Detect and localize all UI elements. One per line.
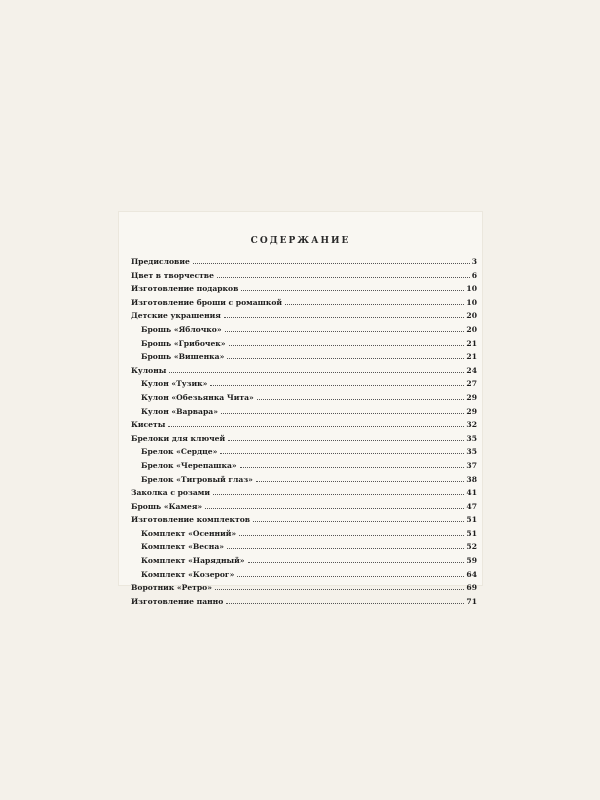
toc-leader-dots bbox=[241, 289, 464, 291]
toc-entry-label: Комплект «Нарядный» bbox=[141, 556, 245, 566]
toc-entry bbox=[131, 420, 477, 434]
toc-leader-dots bbox=[205, 507, 464, 509]
toc-entry-page: 21 bbox=[466, 338, 477, 348]
toc-entry bbox=[131, 556, 477, 570]
toc-entry bbox=[131, 379, 477, 393]
toc-leader-dots bbox=[248, 561, 465, 563]
toc-leader-dots bbox=[215, 588, 464, 590]
toc-leader-dots bbox=[221, 412, 464, 414]
toc-entry bbox=[131, 298, 477, 312]
toc-entry-label: Кулон «Тузик» bbox=[141, 379, 208, 389]
toc-entry-page: 3 bbox=[471, 257, 477, 266]
toc-entry bbox=[131, 542, 477, 556]
toc-leader-dots bbox=[253, 520, 464, 522]
toc-entry-page: 59 bbox=[466, 556, 477, 566]
toc-entry-label: Брелок «Черепашка» bbox=[141, 460, 237, 470]
toc-entry bbox=[131, 434, 477, 448]
toc-entry-page: 29 bbox=[466, 392, 477, 402]
toc-entry-label: Цвет в творчестве bbox=[131, 270, 214, 280]
toc-leader-dots bbox=[193, 262, 470, 264]
toc-entry bbox=[131, 257, 477, 271]
toc-entry-page: 69 bbox=[466, 583, 477, 593]
toc-entry-page: 20 bbox=[466, 324, 477, 334]
toc-entry-page: 37 bbox=[466, 460, 477, 470]
toc-list bbox=[131, 257, 477, 610]
toc-entry-label: Кулон «Обезьянка Чита» bbox=[141, 392, 254, 402]
book-page bbox=[119, 212, 482, 606]
toc-entry bbox=[131, 597, 477, 611]
toc-entry-label: Кулон «Варвара» bbox=[141, 406, 218, 416]
toc-entry bbox=[131, 407, 477, 421]
toc-leader-dots bbox=[220, 452, 464, 454]
toc-entry bbox=[131, 271, 477, 285]
toc-entry bbox=[131, 311, 477, 325]
toc-entry-label: Кулоны bbox=[131, 365, 167, 375]
toc-entry bbox=[131, 393, 477, 407]
toc-entry-label: Брошь «Грибочек» bbox=[141, 338, 226, 348]
toc-leader-dots bbox=[226, 602, 464, 604]
toc-entry-label: Брелоки для ключей bbox=[131, 433, 226, 443]
toc-entry-page: 35 bbox=[466, 447, 477, 457]
toc-entry bbox=[131, 352, 477, 366]
toc-entry-page: 35 bbox=[466, 433, 477, 443]
toc-entry bbox=[131, 529, 477, 543]
toc-entry-label: Брелок «Тигровый глаз» bbox=[141, 474, 253, 484]
toc-entry-label: Изготовление подарков bbox=[131, 284, 239, 294]
toc-leader-dots bbox=[239, 534, 464, 536]
toc-entry-page: 47 bbox=[466, 501, 477, 511]
toc-entry bbox=[131, 461, 477, 475]
toc-entry-page: 71 bbox=[466, 596, 477, 606]
toc-entry bbox=[131, 515, 477, 529]
toc-entry bbox=[131, 339, 477, 353]
toc-entry-label: Детские украшения bbox=[131, 311, 221, 321]
toc-entry-page: 51 bbox=[466, 515, 477, 525]
toc-leader-dots bbox=[237, 575, 464, 577]
toc-leader-dots bbox=[225, 330, 465, 332]
page-title: СОДЕРЖАНИЕ bbox=[250, 236, 351, 246]
toc-leader-dots bbox=[227, 547, 464, 549]
toc-leader-dots bbox=[228, 439, 464, 441]
toc-entry-page: 64 bbox=[466, 569, 477, 579]
toc-leader-dots bbox=[240, 466, 465, 468]
toc-entry-label: Брошь «Камея» bbox=[131, 501, 203, 511]
toc-entry-label: Изготовление комплектов bbox=[131, 515, 251, 525]
toc-leader-dots bbox=[227, 357, 464, 359]
toc-entry-page: 29 bbox=[466, 406, 477, 416]
toc-entry-label: Брошь «Яблочко» bbox=[141, 324, 222, 334]
toc-entry-label: Предисловие bbox=[131, 257, 190, 266]
toc-entry-page: 27 bbox=[466, 379, 477, 389]
toc-leader-dots bbox=[213, 493, 464, 495]
toc-entry-label: Изготовление броши с ромашкой bbox=[131, 297, 283, 307]
toc-entry bbox=[131, 284, 477, 298]
toc-entry-label: Брелок «Сердце» bbox=[141, 447, 218, 457]
toc-entry-page: 10 bbox=[466, 297, 477, 307]
toc-entry-label: Комплект «Козерог» bbox=[141, 569, 235, 579]
toc-entry-label: Воротник «Ретро» bbox=[131, 583, 212, 593]
toc-entry-page: 41 bbox=[466, 488, 477, 498]
toc-leader-dots bbox=[257, 398, 465, 400]
toc-leader-dots bbox=[217, 276, 470, 278]
toc-leader-dots bbox=[256, 480, 465, 482]
toc-entry-label: Изготовление панно bbox=[131, 596, 224, 606]
toc-entry-page: 21 bbox=[466, 352, 477, 362]
toc-entry bbox=[131, 325, 477, 339]
toc-entry bbox=[131, 447, 477, 461]
toc-entry bbox=[131, 502, 477, 516]
toc-leader-dots bbox=[210, 384, 464, 386]
toc-leader-dots bbox=[169, 371, 464, 373]
toc-entry-page: 32 bbox=[466, 420, 477, 430]
toc-entry-page: 6 bbox=[471, 270, 477, 280]
toc-leader-dots bbox=[224, 316, 465, 318]
toc-entry-label: Кисеты bbox=[131, 420, 166, 430]
toc-entry-label: Комплект «Весна» bbox=[141, 542, 224, 552]
toc-entry bbox=[131, 488, 477, 502]
toc-entry bbox=[131, 583, 477, 597]
toc-entry-page: 38 bbox=[466, 474, 477, 484]
toc-entry-page: 20 bbox=[466, 311, 477, 321]
toc-leader-dots bbox=[168, 425, 464, 427]
toc-entry bbox=[131, 366, 477, 380]
toc-entry-label: Комплект «Осенний» bbox=[141, 528, 237, 538]
toc-entry bbox=[131, 570, 477, 584]
toc-entry-page: 52 bbox=[466, 542, 477, 552]
toc-entry bbox=[131, 475, 477, 489]
toc-entry-page: 10 bbox=[466, 284, 477, 294]
toc-entry-label: Заколка с розами bbox=[131, 488, 210, 498]
toc-leader-dots bbox=[229, 344, 465, 346]
toc-entry-page: 24 bbox=[466, 365, 477, 375]
toc-leader-dots bbox=[285, 303, 464, 305]
toc-entry-label: Брошь «Вишенка» bbox=[141, 352, 225, 362]
toc-entry-page: 51 bbox=[466, 528, 477, 538]
